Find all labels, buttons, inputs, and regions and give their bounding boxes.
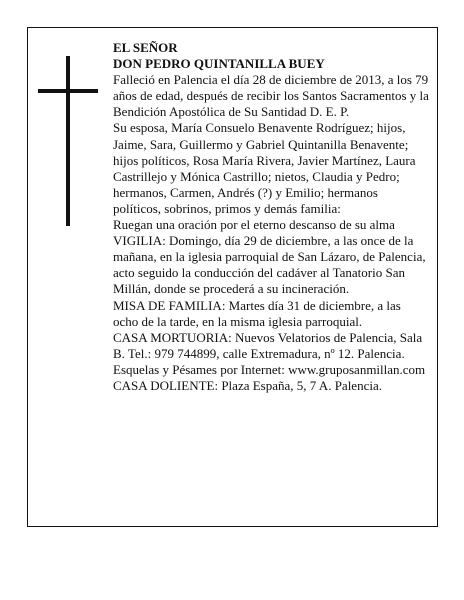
- vigil-details: VIGILIA: Domingo, día 29 de diciembre, a las once de la mañana, en la iglesia parroquial de San Lázaro, de Palencia, acto seguido la conducción del cadáver al Tanatorio San Millán, donde se procederá a su incineración.: [113, 233, 426, 297]
- funeral-home-details: CASA MORTUORIA: Nuevos Velatorios de Palencia, Sala B. Tel.: 979 744899, calle Extremadura, nº 12. Palencia. Esquelas y Pésames por Internet: www.gruposanmillan.com: [113, 329, 426, 377]
- mourning-house-details: CASA DOLIENTE: Plaza España, 5, 7 A. Palencia.: [113, 377, 382, 393]
- family-list: Su esposa, María Consuelo Benavente Rodríguez; hijos, Jaime, Sara, Guillermo y Gabriel Quintanilla Benavente; hijos políticos, Rosa María Rivera, Javier Martínez, Laura Castrillejo y Mónica Castrillo; nietos, Claudia y Pedro; hermanos, Carmen, Andrés (?) y Emilio; hermanos políticos, sobrinos, primos y demás familia:: [113, 120, 416, 216]
- deceased-name: DON PEDRO QUINTANILLA BUEY: [113, 56, 325, 72]
- obituary-text: [113, 40, 429, 394]
- death-announcement: Falleció en Palencia el día 28 de diciembre de 2013, a los 79 años de edad, después de recibir los Santos Sacramentos y la Bendición Apostólica de Su Santidad D. E. P.: [113, 72, 429, 120]
- family-mass-details: MISA DE FAMILIA: Martes día 31 de diciembre, a las ocho de la tarde, en la misma iglesia parroquial.: [113, 297, 401, 329]
- prayer-request: Ruegan una oración por el eterno descanso de su alma: [113, 217, 395, 233]
- cross-vertical-bar: [66, 56, 70, 226]
- deceased-title: EL SEÑOR: [113, 40, 178, 55]
- cross-icon: [38, 56, 98, 226]
- obituary-notice: [27, 27, 438, 527]
- cross-horizontal-bar: [38, 89, 98, 93]
